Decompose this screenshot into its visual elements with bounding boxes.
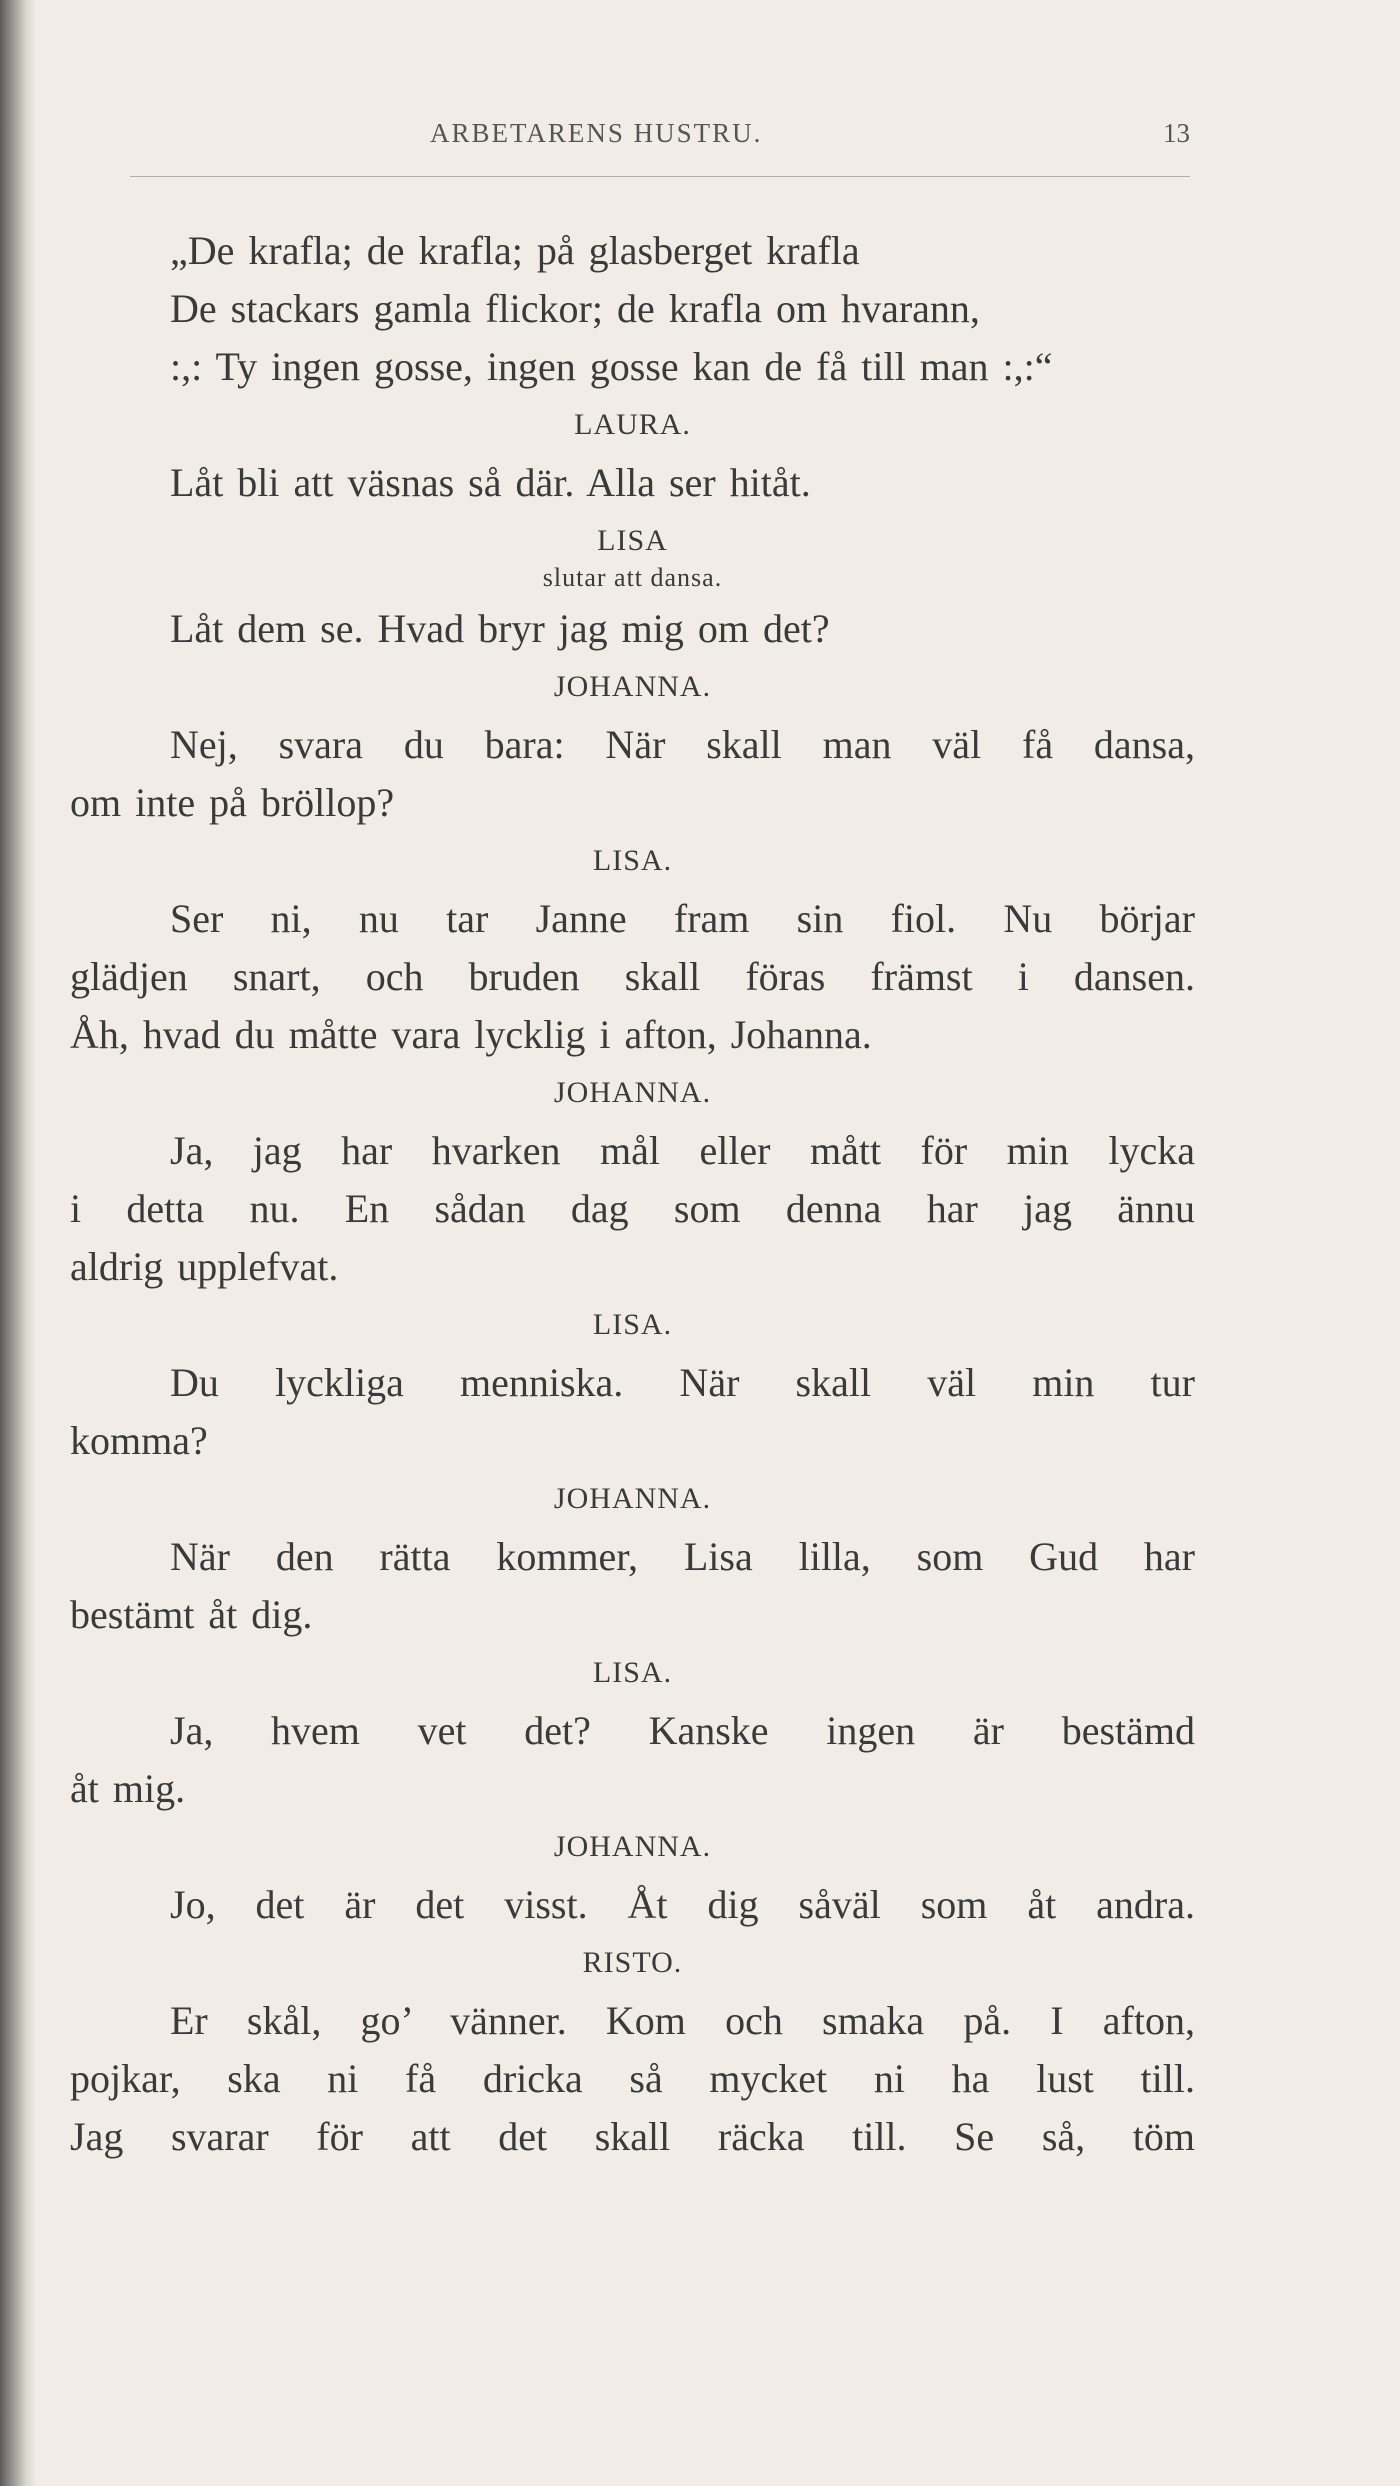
dialogue-line: När den rätta kommer, Lisa lilla, som Gud har	[170, 1534, 1195, 1579]
speaker-name: JOHANNA.	[553, 1076, 712, 1109]
dialogue-line: om inte på bröllop?	[70, 780, 395, 825]
dialogue-line: komma?	[70, 1418, 208, 1463]
dialogue-line: Er skål, go’ vänner. Kom och smaka på. I afton,	[170, 1998, 1195, 2043]
dialogue-line: Nej, svara du bara: När skall man väl få dansa,	[170, 722, 1195, 767]
speaker-name: LISA.	[592, 844, 673, 877]
header-rule	[130, 176, 1190, 177]
dialogue-line: Jag svarar för att det skall räcka till. Se så, töm	[70, 2114, 1195, 2159]
dialogue-line: Låt bli att väsnas så där. Alla ser hitåt.	[170, 460, 811, 505]
play-text	[70, 222, 1195, 2166]
dialogue-line: pojkar, ska ni få dricka så mycket ni ha lust till.	[70, 2056, 1195, 2101]
running-head: ARBETARENS HUSTRU.	[430, 118, 763, 148]
dialogue-line: åt mig.	[70, 1766, 186, 1811]
verse-line: :,: Ty ingen gosse, ingen gosse kan de få till man :,:“	[170, 344, 1053, 389]
dialogue-line: Du lyckliga menniska. När skall väl min tur	[170, 1360, 1195, 1405]
speaker-name: JOHANNA.	[553, 1482, 712, 1515]
speaker-name: JOHANNA.	[553, 670, 712, 703]
speaker-name: LAURA.	[574, 408, 691, 441]
dialogue-line: bestämt åt dig.	[70, 1592, 313, 1637]
dialogue-line: Åh, hvad du måtte vara lycklig i afton, Johanna.	[70, 1012, 872, 1057]
dialogue-line: aldrig upplefvat.	[70, 1244, 339, 1289]
speaker-name: LISA	[597, 524, 668, 557]
dialogue-line: i detta nu. En sådan dag som denna har jag ännu	[70, 1186, 1195, 1231]
dialogue-line: Låt dem se. Hvad bryr jag mig om det?	[170, 606, 830, 651]
verse-line: De stackars gamla flickor; de krafla om hvarann,	[170, 286, 980, 331]
dialogue-line: Ja, hvem vet det? Kanske ingen är bestämd	[170, 1708, 1195, 1753]
speaker-name: JOHANNA.	[553, 1830, 712, 1863]
page-header	[130, 118, 1190, 158]
speaker-name: RISTO.	[582, 1946, 683, 1979]
page-number: 13	[1163, 118, 1190, 148]
verse-line: „De krafla; de krafla; på glasberget krafla	[170, 228, 860, 273]
speaker-name: LISA.	[592, 1656, 673, 1689]
dialogue-line: Ja, jag har hvarken mål eller mått för min lycka	[170, 1128, 1195, 1173]
speaker-name: LISA.	[592, 1308, 673, 1341]
dialogue-line: Jo, det är det visst. Åt dig såväl som åt andra.	[170, 1882, 1195, 1927]
dialogue-line: Ser ni, nu tar Janne fram sin fiol. Nu börjar	[170, 896, 1195, 941]
dialogue-line: glädjen snart, och bruden skall föras främst i dansen.	[70, 954, 1195, 999]
stage-direction: slutar att dansa.	[542, 563, 723, 592]
